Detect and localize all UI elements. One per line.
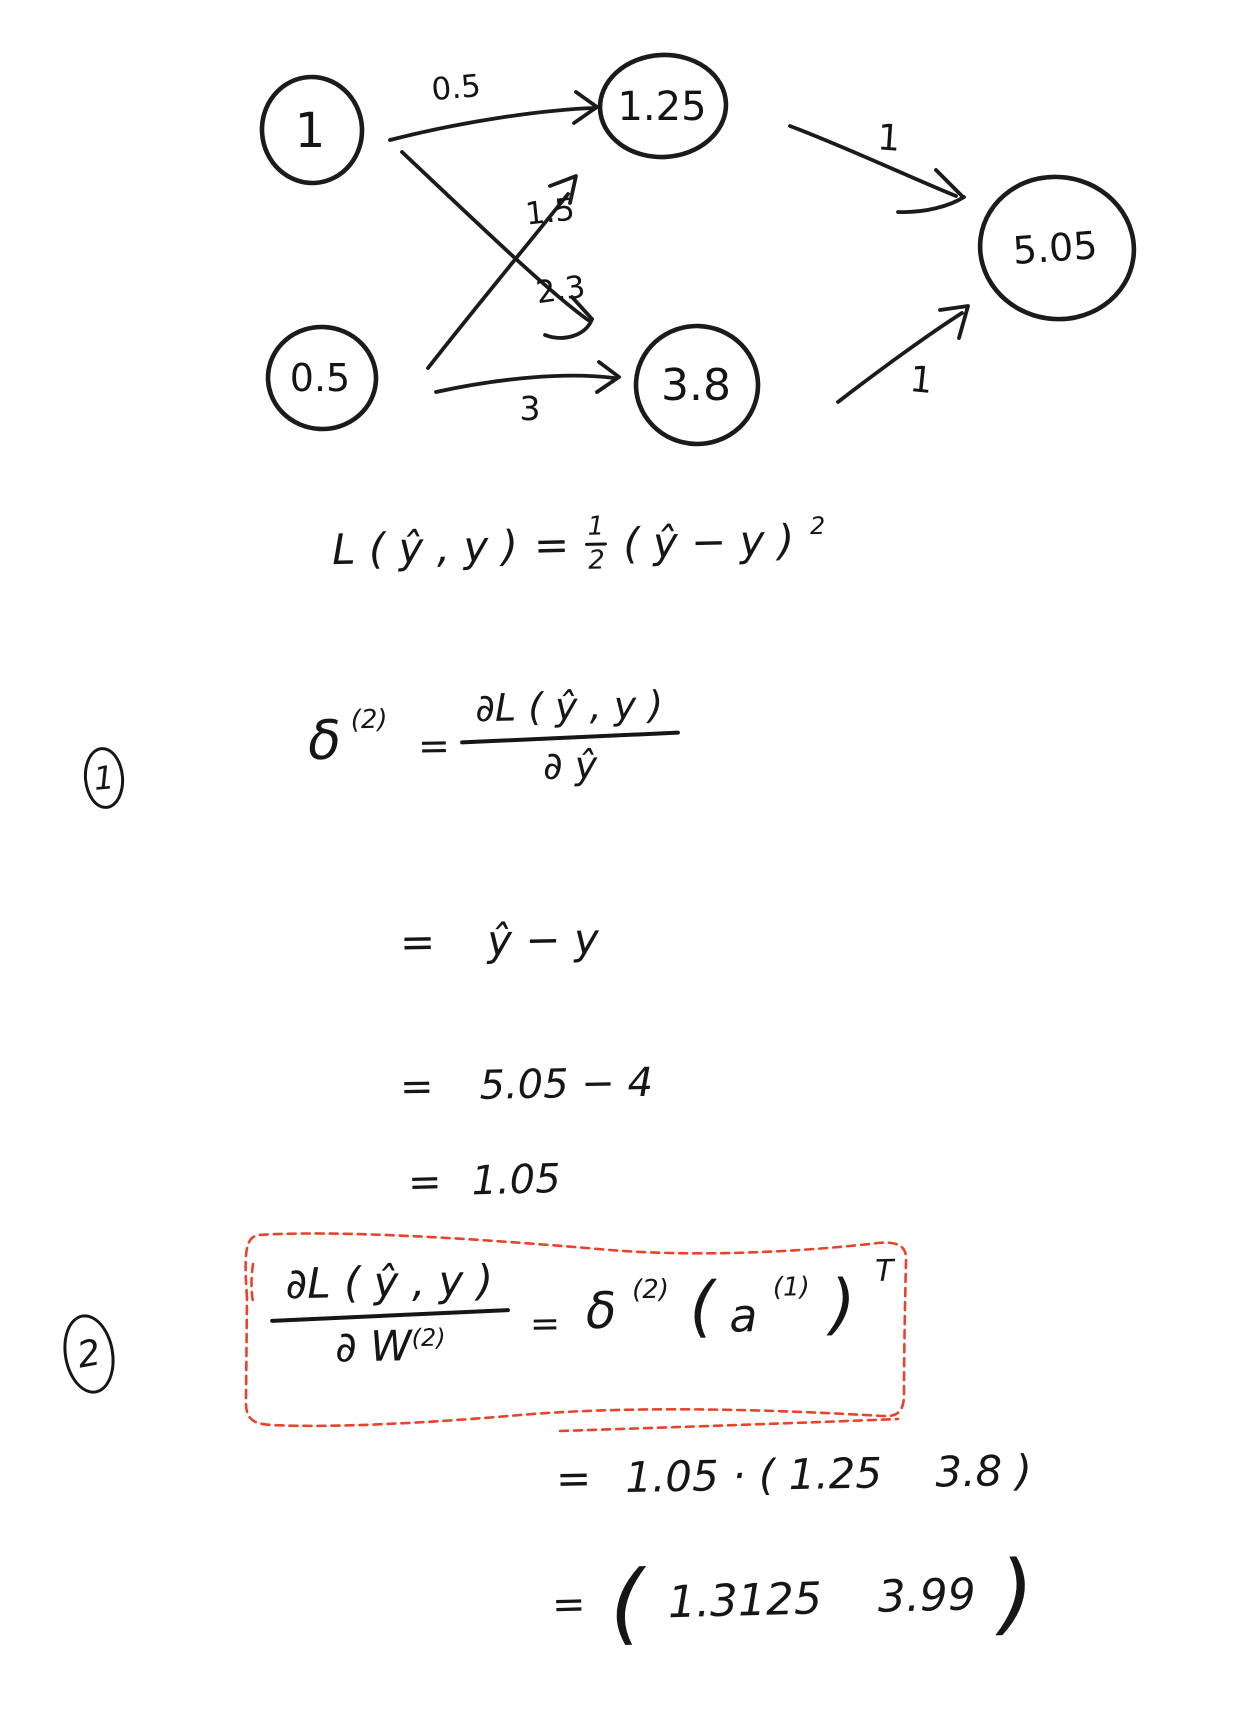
- step1-badge: 1: [81, 745, 126, 810]
- equals-sign: =: [407, 1159, 443, 1206]
- delta-symbol: δ: [307, 708, 342, 773]
- edge-weight-label: 3: [519, 389, 541, 428]
- step1-line2: [400, 914, 600, 966]
- equals-sign: =: [529, 1303, 561, 1346]
- denominator-superscript: (2): [411, 1323, 446, 1353]
- delta-superscript: (2): [350, 704, 388, 735]
- node-value: 5.05: [1011, 223, 1099, 273]
- loss-rhs: ( ŷ − y ): [622, 515, 795, 569]
- node-output: [971, 167, 1143, 329]
- loss-equation: [331, 509, 826, 581]
- network-diagram: [258, 52, 1143, 446]
- node-value: 3.8: [661, 360, 731, 411]
- edge-weight-label: 2.3: [533, 268, 588, 312]
- one-half-fraction: [585, 513, 608, 575]
- half-numerator: 1: [587, 511, 605, 542]
- expression: 1.05 · ( 1.25 3.8 ): [624, 1445, 1033, 1502]
- weight-derivative-fraction: [285, 1256, 495, 1373]
- loss-exponent: 2: [809, 511, 826, 540]
- edge-weight-label: 0.5: [429, 67, 483, 109]
- step1-line4: [407, 1156, 561, 1206]
- activation-superscript: (1): [772, 1271, 810, 1303]
- edge-weight-label: 1: [907, 358, 935, 403]
- node-hidden-2: [634, 324, 760, 446]
- step2-boxed-formula: [285, 1249, 895, 1373]
- half-denominator: 2: [587, 545, 606, 577]
- step1-line3: [400, 1060, 654, 1110]
- expression: 1.05: [470, 1156, 562, 1205]
- transpose-symbol: T: [874, 1253, 894, 1290]
- result-vector-values: 1.3125 3.99: [667, 1569, 977, 1629]
- step2-line3: [551, 1540, 1036, 1655]
- highlight-box-extra-stroke: [252, 1264, 254, 1302]
- edge-hidden1-to-output: [790, 117, 964, 212]
- denominator-base: ∂ W: [334, 1321, 413, 1372]
- loss-lhs: L ( ŷ , y ): [331, 521, 519, 575]
- highlight-box-extra-stroke: [560, 1419, 898, 1431]
- edge-weight-label: 1: [875, 117, 902, 160]
- open-paren: (: [608, 1550, 646, 1655]
- fraction-denominator: [335, 1321, 446, 1372]
- delta-symbol: δ: [585, 1281, 617, 1340]
- edge-input1-to-hidden1: [390, 68, 597, 140]
- node-input-2: [265, 324, 378, 432]
- node-hidden-1: [597, 52, 728, 160]
- node-value: 1: [294, 103, 326, 159]
- equals-sign: =: [399, 1063, 434, 1111]
- equals-sign: =: [417, 723, 451, 768]
- equals-sign: =: [551, 1581, 587, 1629]
- activation-symbol: a: [728, 1287, 758, 1343]
- step2-line2: [556, 1446, 1033, 1503]
- delta-superscript: (2): [631, 1274, 670, 1305]
- loss-derivative-fraction: [475, 683, 665, 789]
- step1-definition: [307, 683, 664, 792]
- edge-input2-to-hidden2: [436, 362, 619, 428]
- node-value: 1.25: [617, 84, 707, 130]
- node-input-1: [258, 74, 365, 187]
- fraction-numerator: ∂L ( ŷ , y ): [474, 682, 664, 731]
- equals-sign: =: [533, 520, 570, 571]
- equals-sign: =: [399, 917, 436, 967]
- fraction-bar: [460, 731, 680, 745]
- close-paren: ): [829, 1265, 857, 1343]
- node-value: 0.5: [289, 356, 351, 400]
- edge-weight-label: 1.5: [523, 191, 577, 233]
- expression: ŷ − y: [486, 914, 600, 966]
- close-paren: ): [998, 1540, 1036, 1645]
- expression: 5.05 − 4: [479, 1059, 654, 1109]
- fraction-denominator: ∂ ŷ: [542, 743, 598, 789]
- edge-hidden2-to-output: [838, 306, 968, 402]
- equals-sign: =: [555, 1453, 592, 1504]
- step2-badge: 2: [57, 1310, 120, 1397]
- open-paren: (: [688, 1267, 716, 1346]
- fraction-numerator: ∂L ( ŷ , y ): [285, 1255, 494, 1309]
